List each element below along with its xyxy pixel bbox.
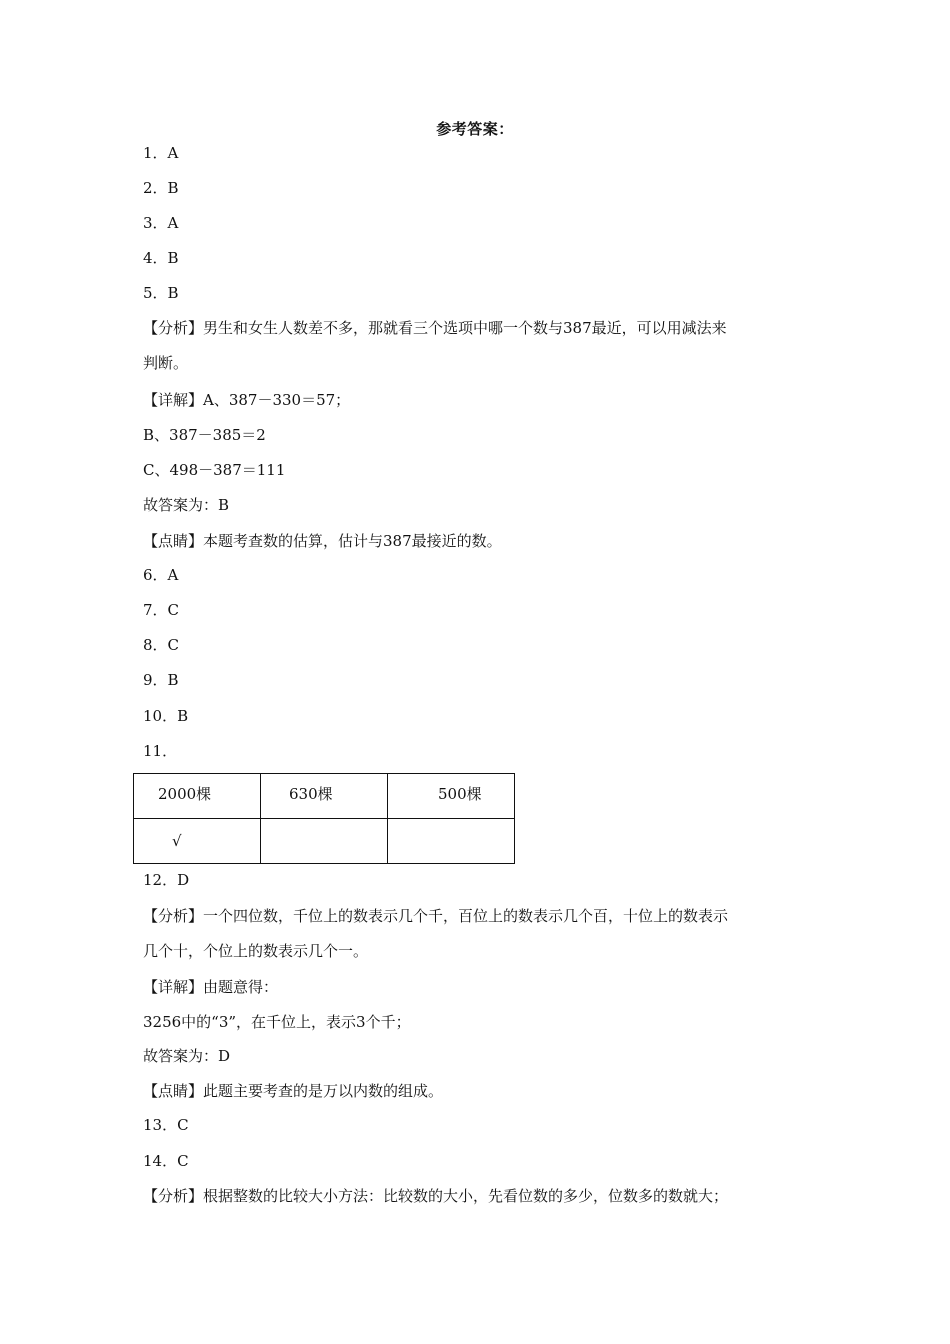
answer-line: 5．B — [143, 284, 179, 302]
comment-line: 【点睛】本题考查数的估算，估计与387最接近的数。 — [143, 532, 502, 550]
detail-line: C、498－387＝111 — [143, 461, 286, 479]
detail-line: 故答案为：B — [143, 496, 230, 514]
answer-line: 14．C — [143, 1152, 189, 1170]
answer-line: 1．A — [143, 144, 179, 162]
table-cell — [261, 819, 388, 864]
page-title: 参考答案： — [436, 120, 514, 138]
analysis-line: 【分析】一个四位数，千位上的数表示几个千，百位上的数表示几个百，十位上的数表示 — [143, 907, 729, 925]
answer-table — [133, 773, 515, 864]
answer-line: 7．C — [143, 601, 180, 619]
answer-line: 9．B — [143, 671, 179, 689]
table-header-row — [134, 774, 515, 819]
answer-line: 11． — [143, 742, 178, 760]
table-cell — [388, 819, 515, 864]
table-header-cell: 2000棵 — [134, 774, 261, 819]
answer-line: 4．B — [143, 249, 179, 267]
answer-line: 13．C — [143, 1116, 189, 1134]
detail-line: B、387－385＝2 — [143, 426, 266, 444]
analysis-line: 几个十，个位上的数表示几个一。 — [143, 942, 369, 960]
table-cell-check: √ — [134, 819, 261, 864]
table-header-cell: 630棵 — [261, 774, 388, 819]
analysis-line: 判断。 — [143, 354, 189, 372]
detail-line: 故答案为：D — [143, 1047, 231, 1065]
answer-line: 12．D — [143, 871, 190, 889]
answer-line: 2．B — [143, 179, 179, 197]
detail-line: 3256中的“3”，在千位上，表示3个千； — [143, 1013, 411, 1031]
detail-line: 【详解】A、387－330＝57； — [143, 391, 351, 409]
analysis-line: 【分析】男生和女生人数差不多，那就看三个选项中哪一个数与387最近，可以用减法来 — [143, 319, 727, 337]
table-row — [134, 819, 515, 864]
answer-line: 6．A — [143, 566, 179, 584]
answer-line: 3．A — [143, 214, 179, 232]
answer-line: 8．C — [143, 636, 180, 654]
answer-line: 10．B — [143, 707, 189, 725]
analysis-line: 【分析】根据整数的比较大小方法：比较数的大小，先看位数的多少，位数多的数就大； — [143, 1187, 729, 1205]
comment-line: 【点睛】此题主要考查的是万以内数的组成。 — [143, 1082, 444, 1100]
table-header-cell: 500棵 — [388, 774, 515, 819]
detail-line: 【详解】由题意得： — [143, 978, 279, 996]
